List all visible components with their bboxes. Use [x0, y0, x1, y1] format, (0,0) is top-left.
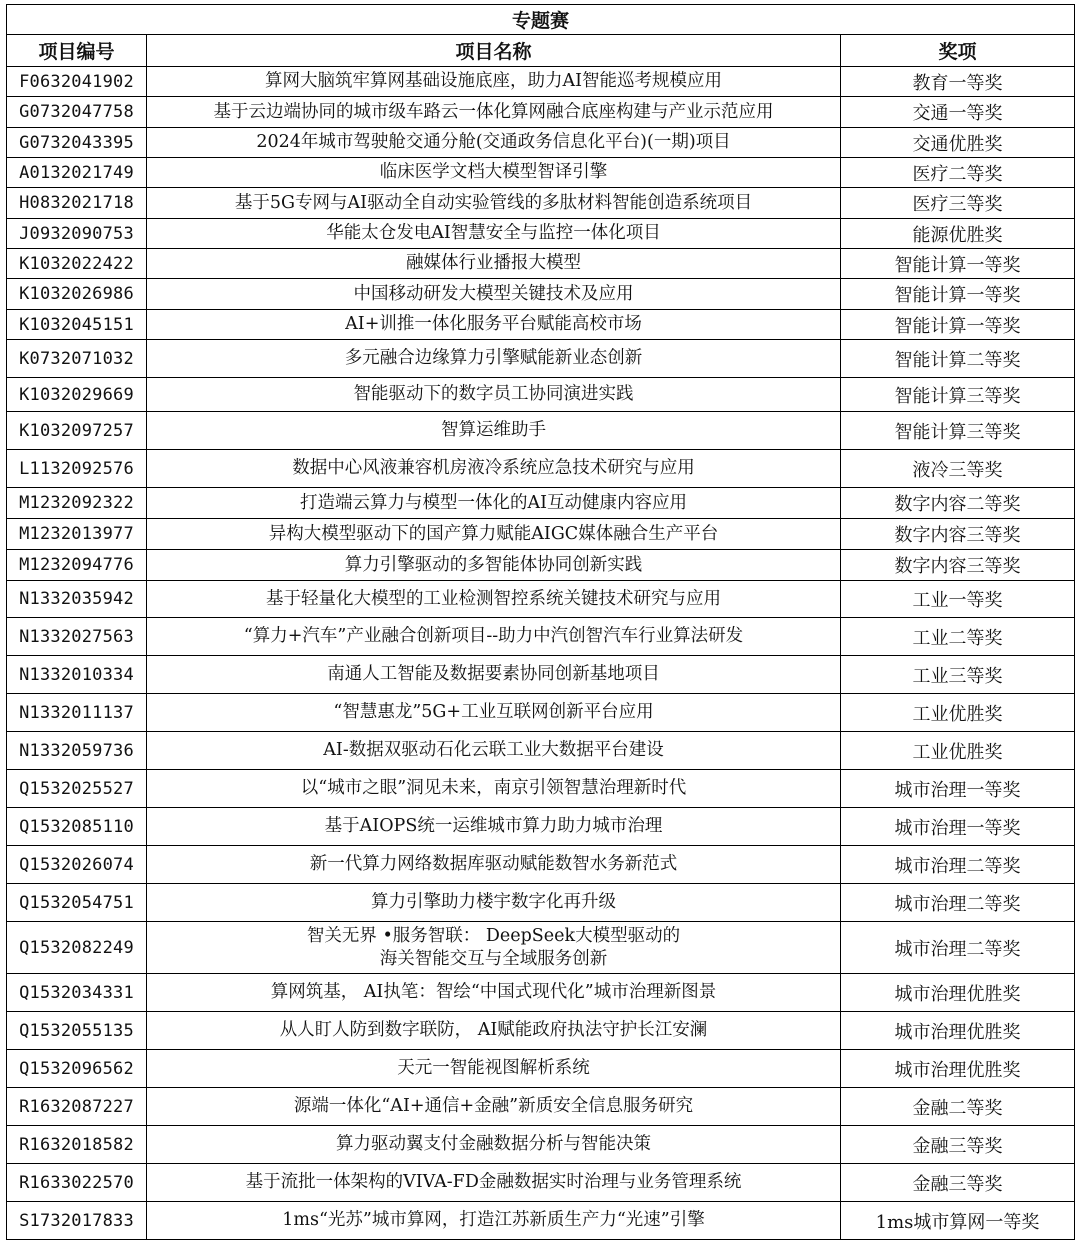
project-code: N1332035942: [7, 581, 147, 618]
award-level: 教育一等奖: [841, 67, 1075, 97]
table-row: [7, 694, 1075, 732]
project-code: Q1532026074: [7, 846, 147, 884]
award-level: 1ms城市算网一等奖: [841, 1202, 1075, 1240]
project-name: 算力引擎助力楼宇数字化再升级: [147, 884, 841, 922]
table-row: [7, 219, 1075, 249]
table-row: [7, 974, 1075, 1012]
table-title: 专题赛: [7, 5, 1075, 35]
award-level: 城市治理二等奖: [841, 884, 1075, 922]
award-level: 交通优胜奖: [841, 128, 1075, 158]
project-name: 打造端云算力与模型一体化的AI互动健康内容应用: [147, 488, 841, 519]
project-code: Q1532034331: [7, 974, 147, 1012]
project-name: 新一代算力网络数据库驱动赋能数智水务新范式: [147, 846, 841, 884]
table-row: [7, 158, 1075, 188]
award-level: 数字内容二等奖: [841, 488, 1075, 519]
project-code: Q1532085110: [7, 808, 147, 846]
project-code: K1032045151: [7, 310, 147, 340]
project-name: 数据中心风液兼容机房液冷系统应急技术研究与应用: [147, 450, 841, 488]
project-name: 算网筑基， AI执笔：智绘“中国式现代化”城市治理新图景: [147, 974, 841, 1012]
project-code: K1032022422: [7, 249, 147, 279]
table-row: [7, 67, 1075, 97]
award-level: 医疗三等奖: [841, 188, 1075, 219]
project-name: 以“城市之眼”洞见未来，南京引领智慧治理新时代: [147, 770, 841, 808]
project-name: 智能驱动下的数字员工协同演进实践: [147, 378, 841, 412]
project-code: M1232094776: [7, 550, 147, 581]
project-name: 异构大模型驱动下的国产算力赋能AIGC媒体融合生产平台: [147, 519, 841, 550]
table-row: [7, 1050, 1075, 1088]
table-row: [7, 412, 1075, 450]
table-row: [7, 450, 1075, 488]
award-level: 液冷三等奖: [841, 450, 1075, 488]
project-name: AI+训推一体化服务平台赋能高校市场: [147, 310, 841, 340]
project-name: 2024年城市驾驶舱交通分舱(交通政务信息化平台)(一期)项目: [147, 128, 841, 158]
award-level: 医疗二等奖: [841, 158, 1075, 188]
project-code: Q1532096562: [7, 1050, 147, 1088]
project-code: L1132092576: [7, 450, 147, 488]
project-name: 基于5G专网与AI驱动全自动实验管线的多肽材料智能创造系统项目: [147, 188, 841, 219]
award-level: 城市治理一等奖: [841, 770, 1075, 808]
table-row: [7, 922, 1075, 974]
project-name: 临床医学文档大模型智译引擎: [147, 158, 841, 188]
project-code: R1632018582: [7, 1126, 147, 1164]
award-level: 金融二等奖: [841, 1088, 1075, 1126]
award-level: 智能计算三等奖: [841, 378, 1075, 412]
table-row: [7, 808, 1075, 846]
project-name: 源端一体化“AI+通信+金融”新质安全信息服务研究: [147, 1088, 841, 1126]
project-code: S1732017833: [7, 1202, 147, 1240]
award-level: 城市治理二等奖: [841, 922, 1075, 974]
project-name: 算网大脑筑牢算网基础设施底座，助力AI智能巡考规模应用: [147, 67, 841, 97]
project-name: 天元一智能视图解析系统: [147, 1050, 841, 1088]
project-name-line-1: 智关无界 •服务智联： DeepSeek大模型驱动的: [306, 925, 681, 946]
project-code: F0632041902: [7, 67, 147, 97]
project-name: 1ms“光苏”城市算网，打造江苏新质生产力“光速”引擎: [147, 1202, 841, 1240]
table-row: [7, 1088, 1075, 1126]
table-row: [7, 770, 1075, 808]
award-level: 金融三等奖: [841, 1126, 1075, 1164]
project-name: 基于云边端协同的城市级车路云一体化算网融合底座构建与产业示范应用: [147, 97, 841, 128]
table-row: [7, 249, 1075, 279]
project-code: A0132021749: [7, 158, 147, 188]
award-level: 金融三等奖: [841, 1164, 1075, 1202]
table-row: [7, 656, 1075, 694]
table-row: [7, 128, 1075, 158]
project-code: M1232092322: [7, 488, 147, 519]
award-level: 智能计算一等奖: [841, 310, 1075, 340]
award-level: 城市治理一等奖: [841, 808, 1075, 846]
table-row: [7, 1164, 1075, 1202]
award-level: 城市治理优胜奖: [841, 1012, 1075, 1050]
project-name: 基于流批一体架构的VIVA-FD金融数据实时治理与业务管理系统: [147, 1164, 841, 1202]
table-row: [7, 340, 1075, 378]
project-code: K1032026986: [7, 279, 147, 310]
project-name: “智慧惠龙”5G+工业互联网创新平台应用: [147, 694, 841, 732]
table-row: [7, 279, 1075, 310]
project-name: “算力+汽车”产业融合创新项目--助力中汽创智汽车行业算法研发: [147, 618, 841, 656]
project-code: K1032029669: [7, 378, 147, 412]
project-name: 南通人工智能及数据要素协同创新基地项目: [147, 656, 841, 694]
project-code: N1332059736: [7, 732, 147, 770]
table-title-row: [7, 5, 1075, 35]
project-code: M1232013977: [7, 519, 147, 550]
table-header-row: [7, 35, 1075, 67]
table-row: [7, 1202, 1075, 1240]
table-row: [7, 1012, 1075, 1050]
project-code: G0732043395: [7, 128, 147, 158]
table-row: [7, 488, 1075, 519]
award-level: 城市治理优胜奖: [841, 1050, 1075, 1088]
project-code: Q1532054751: [7, 884, 147, 922]
project-code: Q1532025527: [7, 770, 147, 808]
project-code: R1633022570: [7, 1164, 147, 1202]
award-level: 工业优胜奖: [841, 694, 1075, 732]
project-name-line-2: 海关智能交互与全域服务创新: [379, 948, 608, 969]
project-name: 基于AIOPS统一运维城市算力助力城市治理: [147, 808, 841, 846]
table-row: [7, 97, 1075, 128]
project-name: 中国移动研发大模型关键技术及应用: [147, 279, 841, 310]
header-name: 项目名称: [147, 35, 841, 67]
table-row: [7, 378, 1075, 412]
table-row: [7, 618, 1075, 656]
table-row: [7, 846, 1075, 884]
award-level: 城市治理二等奖: [841, 846, 1075, 884]
award-level: 能源优胜奖: [841, 219, 1075, 249]
table-row: [7, 519, 1075, 550]
project-name: 算力引擎驱动的多智能体协同创新实践: [147, 550, 841, 581]
header-code: 项目编号: [7, 35, 147, 67]
table-row: [7, 188, 1075, 219]
project-code: K1032097257: [7, 412, 147, 450]
project-name: 多元融合边缘算力引擎赋能新业态创新: [147, 340, 841, 378]
award-level: 智能计算一等奖: [841, 279, 1075, 310]
project-code: Q1532055135: [7, 1012, 147, 1050]
award-level: 交通一等奖: [841, 97, 1075, 128]
project-name: AI-数据双驱动石化云联工业大数据平台建设: [147, 732, 841, 770]
award-level: 数字内容三等奖: [841, 519, 1075, 550]
project-name: 从人盯人防到数字联防， AI赋能政府执法守护长江安澜: [147, 1012, 841, 1050]
award-level: 工业优胜奖: [841, 732, 1075, 770]
award-level: 工业二等奖: [841, 618, 1075, 656]
table-row: [7, 310, 1075, 340]
table-row: [7, 1126, 1075, 1164]
award-level: 数字内容三等奖: [841, 550, 1075, 581]
award-level: 工业一等奖: [841, 581, 1075, 618]
project-name: 智算运维助手: [147, 412, 841, 450]
award-table: [6, 4, 1075, 1240]
award-level: 城市治理优胜奖: [841, 974, 1075, 1012]
award-level: 智能计算二等奖: [841, 340, 1075, 378]
award-level: 智能计算一等奖: [841, 249, 1075, 279]
table-row: [7, 550, 1075, 581]
project-name: 华能太仓发电AI智慧安全与监控一体化项目: [147, 219, 841, 249]
project-code: Q1532082249: [7, 922, 147, 974]
project-code: N1332010334: [7, 656, 147, 694]
project-code: H0832021718: [7, 188, 147, 219]
table-row: [7, 884, 1075, 922]
project-name: 基于轻量化大模型的工业检测智控系统关键技术研究与应用: [147, 581, 841, 618]
table-row: [7, 581, 1075, 618]
header-award: 奖项: [841, 35, 1075, 67]
award-level: 工业三等奖: [841, 656, 1075, 694]
project-code: N1332011137: [7, 694, 147, 732]
project-name: 算力驱动翼支付金融数据分析与智能决策: [147, 1126, 841, 1164]
project-code: R1632087227: [7, 1088, 147, 1126]
project-name: 融媒体行业播报大模型: [147, 249, 841, 279]
table-row: [7, 732, 1075, 770]
project-name: [147, 922, 841, 974]
project-code: K0732071032: [7, 340, 147, 378]
project-code: N1332027563: [7, 618, 147, 656]
project-code: J0932090753: [7, 219, 147, 249]
project-code: G0732047758: [7, 97, 147, 128]
award-level: 智能计算三等奖: [841, 412, 1075, 450]
